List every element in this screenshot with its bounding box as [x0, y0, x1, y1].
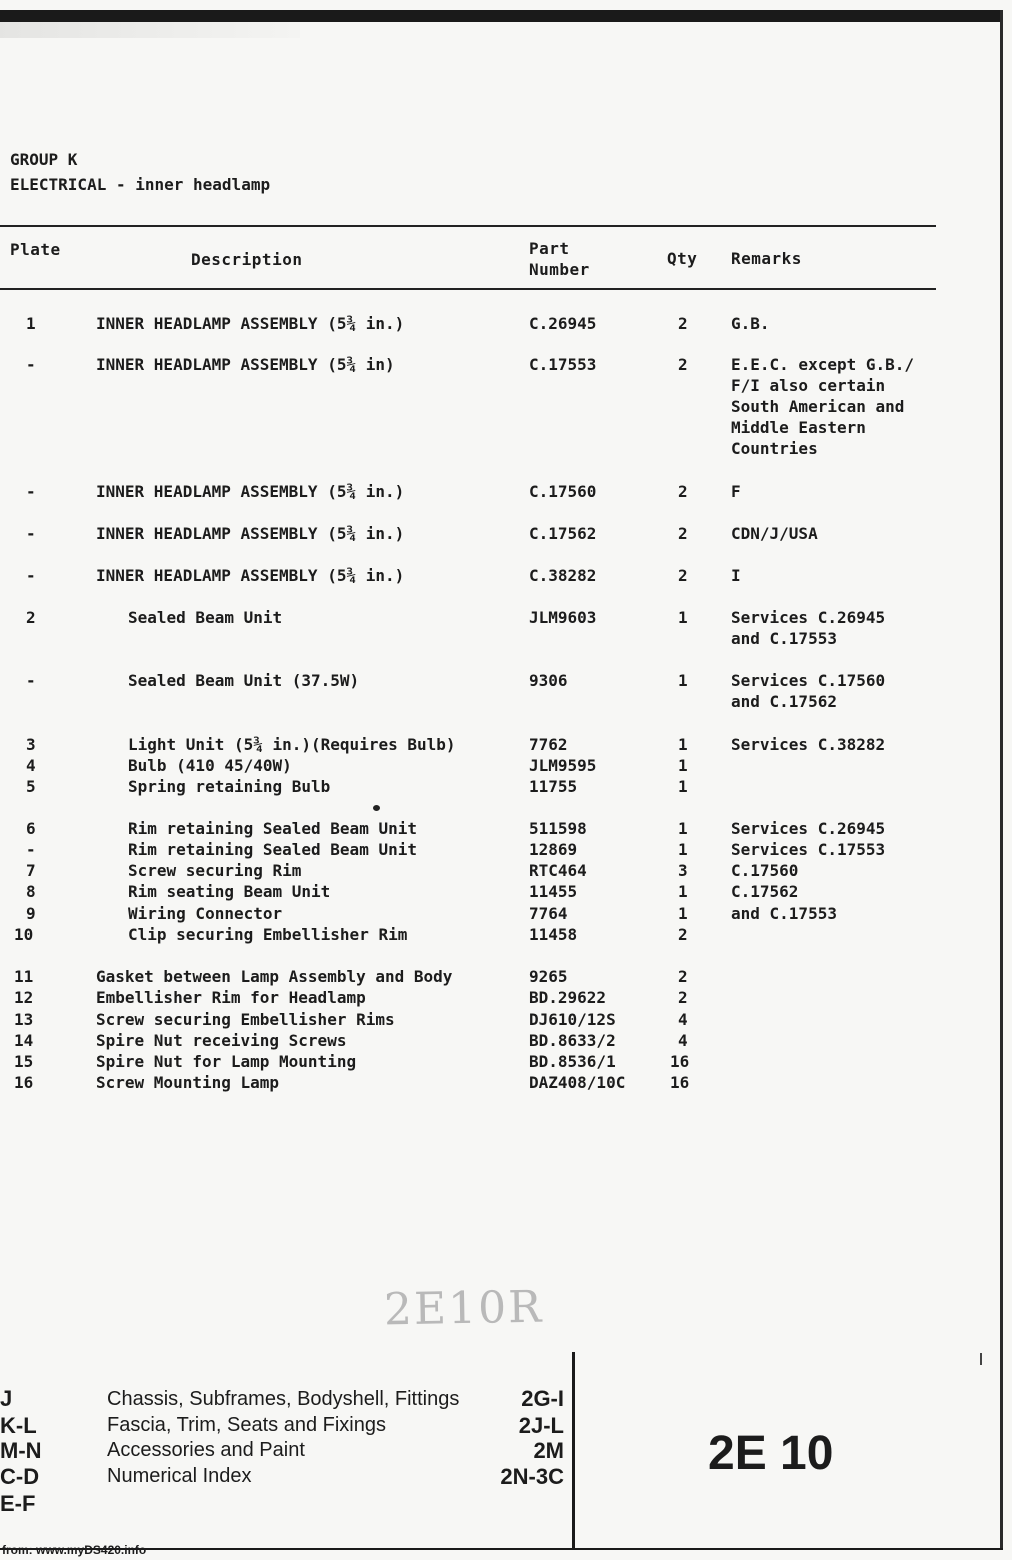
part-number-cell: 7764 — [529, 904, 568, 923]
part-number-cell: 7762 — [529, 735, 568, 754]
qty-cell: 4 — [678, 1031, 688, 1050]
right-scan-edge — [1000, 10, 1003, 1550]
part-number-cell: C.38282 — [529, 566, 597, 585]
remarks-cell: CDN/J/USA — [731, 524, 818, 543]
footer-code: E-F — [0, 1491, 36, 1516]
plate-cell: - — [26, 524, 36, 543]
part-number-cell: 11458 — [529, 925, 578, 944]
plate-cell: 5 — [26, 777, 36, 796]
part-number-cell: 11455 — [529, 882, 578, 901]
col-header-qty: Qty — [667, 249, 698, 268]
remarks-cell: C.17560 — [731, 861, 799, 880]
part-number-cell: BD.29622 — [529, 988, 607, 1007]
ink-speck — [373, 805, 380, 811]
description-cell: Screw securing Embellisher Rims — [96, 1010, 395, 1029]
col-header-part-line1: Part — [529, 239, 570, 258]
handwritten-note: 2E10R — [383, 1281, 544, 1336]
description-cell: Rim retaining Sealed Beam Unit — [128, 819, 417, 838]
part-number-cell: BD.8536/1 — [529, 1052, 616, 1071]
plate-cell: 11 — [14, 967, 34, 986]
qty-cell: 4 — [678, 1010, 688, 1029]
plate-cell: 9 — [26, 904, 36, 923]
description-cell: Spring retaining Bulb — [128, 777, 331, 796]
top-scan-edge — [0, 10, 1003, 22]
part-number-cell: 12869 — [529, 840, 578, 859]
table-top-rule — [0, 225, 936, 227]
plate-cell: - — [26, 566, 36, 585]
description-cell: INNER HEADLAMP ASSEMBLY (5¾ in.) — [96, 524, 405, 543]
section-subtitle: ELECTRICAL - inner headlamp — [10, 175, 271, 194]
remarks-cell: C.17562 — [731, 882, 799, 901]
qty-cell: 1 — [678, 882, 688, 901]
col-header-plate: Plate — [10, 240, 61, 259]
footer-section-range: 2J-L — [518, 1413, 564, 1438]
part-number-cell: C.17562 — [529, 524, 597, 543]
description-cell: Screw securing Rim — [128, 861, 302, 880]
plate-cell: 14 — [14, 1031, 34, 1050]
part-number-cell: C.17560 — [529, 482, 597, 501]
remarks-cell: Services C.17553 — [731, 840, 886, 859]
description-cell: Spire Nut for Lamp Mounting — [96, 1052, 357, 1071]
plate-cell: 10 — [14, 925, 34, 944]
description-cell: Spire Nut receiving Screws — [96, 1031, 347, 1050]
remarks-cell: Services C.26945 — [731, 819, 886, 838]
description-cell: Sealed Beam Unit (37.5W) — [128, 671, 360, 690]
part-number-cell: 9306 — [529, 671, 568, 690]
remarks-cell: Services C.17560 and C.17562 — [731, 671, 886, 711]
page-code: 2E 10 — [708, 1427, 834, 1480]
qty-cell: 2 — [678, 967, 688, 986]
description-cell: INNER HEADLAMP ASSEMBLY (5¾ in.) — [96, 314, 405, 333]
remarks-cell: Services C.26945 and C.17553 — [731, 608, 886, 648]
qty-cell: 1 — [678, 840, 688, 859]
remarks-cell: and C.17553 — [731, 904, 837, 923]
qty-cell: 1 — [678, 777, 688, 796]
footer-section-label: Fascia, Trim, Seats and Fixings — [107, 1414, 386, 1436]
description-cell: INNER HEADLAMP ASSEMBLY (5¾ in) — [96, 355, 395, 374]
qty-cell: 2 — [678, 355, 688, 374]
qty-cell: 2 — [678, 988, 688, 1007]
footer-section-range: 2M — [533, 1438, 564, 1463]
footer-section-label: Accessories and Paint — [107, 1439, 305, 1461]
remarks-cell: F — [731, 482, 741, 501]
part-number-cell: JLM9595 — [529, 756, 597, 775]
plate-cell: 6 — [26, 819, 36, 838]
part-number-cell: DJ610/12S — [529, 1010, 616, 1029]
remarks-cell: G.B. — [731, 314, 770, 333]
footer-divider — [572, 1352, 575, 1550]
col-header-part-line2: Number — [529, 260, 590, 279]
description-cell: Embellisher Rim for Headlamp — [96, 988, 366, 1007]
description-cell: Clip securing Embellisher Rim — [128, 925, 408, 944]
group-title: GROUP K — [10, 150, 78, 169]
footer-section-label: Chassis, Subframes, Bodyshell, Fittings — [107, 1388, 460, 1410]
qty-cell: 1 — [678, 819, 688, 838]
description-cell: Bulb (410 45/40W) — [128, 756, 292, 775]
qty-cell: 2 — [678, 314, 688, 333]
description-cell: Wiring Connector — [128, 904, 283, 923]
col-header-description: Description — [191, 250, 303, 269]
footer-code: J — [0, 1386, 13, 1411]
footer-code: K-L — [0, 1413, 37, 1438]
plate-cell: 4 — [26, 756, 36, 775]
footer-section-range: 2G-I — [521, 1386, 564, 1411]
qty-cell: 2 — [678, 482, 688, 501]
plate-cell: - — [26, 840, 36, 859]
description-cell: Light Unit (5¾ in.)(Requires Bulb) — [128, 735, 456, 754]
plate-cell: - — [26, 355, 36, 374]
qty-cell: 2 — [678, 925, 688, 944]
qty-cell: 1 — [678, 904, 688, 923]
description-cell: Screw Mounting Lamp — [96, 1073, 280, 1092]
margin-tick — [980, 1353, 982, 1365]
part-number-cell: JLM9603 — [529, 608, 597, 627]
description-cell: Sealed Beam Unit — [128, 608, 283, 627]
part-number-cell: BD.8633/2 — [529, 1031, 616, 1050]
footer-code: M-N — [0, 1438, 42, 1463]
plate-cell: 2 — [26, 608, 36, 627]
source-credit: from: www.myDS420.info — [2, 1543, 147, 1557]
footer-bottom-rule — [0, 1548, 1003, 1550]
remarks-cell: E.E.C. except G.B./ F/I also certain South American and Middle Eastern Countries — [731, 355, 915, 458]
plate-cell: 15 — [14, 1052, 34, 1071]
footer-code: C-D — [0, 1464, 40, 1489]
part-number-cell: 11755 — [529, 777, 578, 796]
qty-cell: 1 — [678, 756, 688, 775]
plate-cell: 1 — [26, 314, 36, 333]
plate-cell: 16 — [14, 1073, 34, 1092]
qty-cell: 16 — [670, 1073, 690, 1092]
part-number-cell: 511598 — [529, 819, 587, 838]
qty-cell: 2 — [678, 566, 688, 585]
part-number-cell: DAZ408/10C — [529, 1073, 626, 1092]
part-number-cell: C.26945 — [529, 314, 597, 333]
qty-cell: 2 — [678, 524, 688, 543]
footer-section-range: 2N-3C — [500, 1464, 564, 1489]
plate-cell: - — [26, 482, 36, 501]
qty-cell: 1 — [678, 608, 688, 627]
qty-cell: 1 — [678, 671, 688, 690]
col-header-remarks: Remarks — [731, 249, 802, 268]
plate-cell: 12 — [14, 988, 34, 1007]
table-header-rule — [0, 288, 936, 290]
description-cell: Gasket between Lamp Assembly and Body — [96, 967, 453, 986]
description-cell: INNER HEADLAMP ASSEMBLY (5¾ in.) — [96, 566, 405, 585]
qty-cell: 1 — [678, 735, 688, 754]
plate-cell: 7 — [26, 861, 36, 880]
part-number-cell: C.17553 — [529, 355, 597, 374]
description-cell: Rim retaining Sealed Beam Unit — [128, 840, 417, 859]
part-number-cell: 9265 — [529, 967, 568, 986]
description-cell: INNER HEADLAMP ASSEMBLY (5¾ in.) — [96, 482, 405, 501]
plate-cell: 3 — [26, 735, 36, 754]
plate-cell: 8 — [26, 882, 36, 901]
plate-cell: 13 — [14, 1010, 34, 1029]
remarks-cell: Services C.38282 — [731, 735, 886, 754]
remarks-cell: I — [731, 566, 741, 585]
scan-smudge — [0, 22, 300, 38]
qty-cell: 16 — [670, 1052, 690, 1071]
description-cell: Rim seating Beam Unit — [128, 882, 331, 901]
plate-cell: - — [26, 671, 36, 690]
footer-section-label: Numerical Index — [107, 1465, 252, 1487]
qty-cell: 3 — [678, 861, 688, 880]
part-number-cell: RTC464 — [529, 861, 587, 880]
